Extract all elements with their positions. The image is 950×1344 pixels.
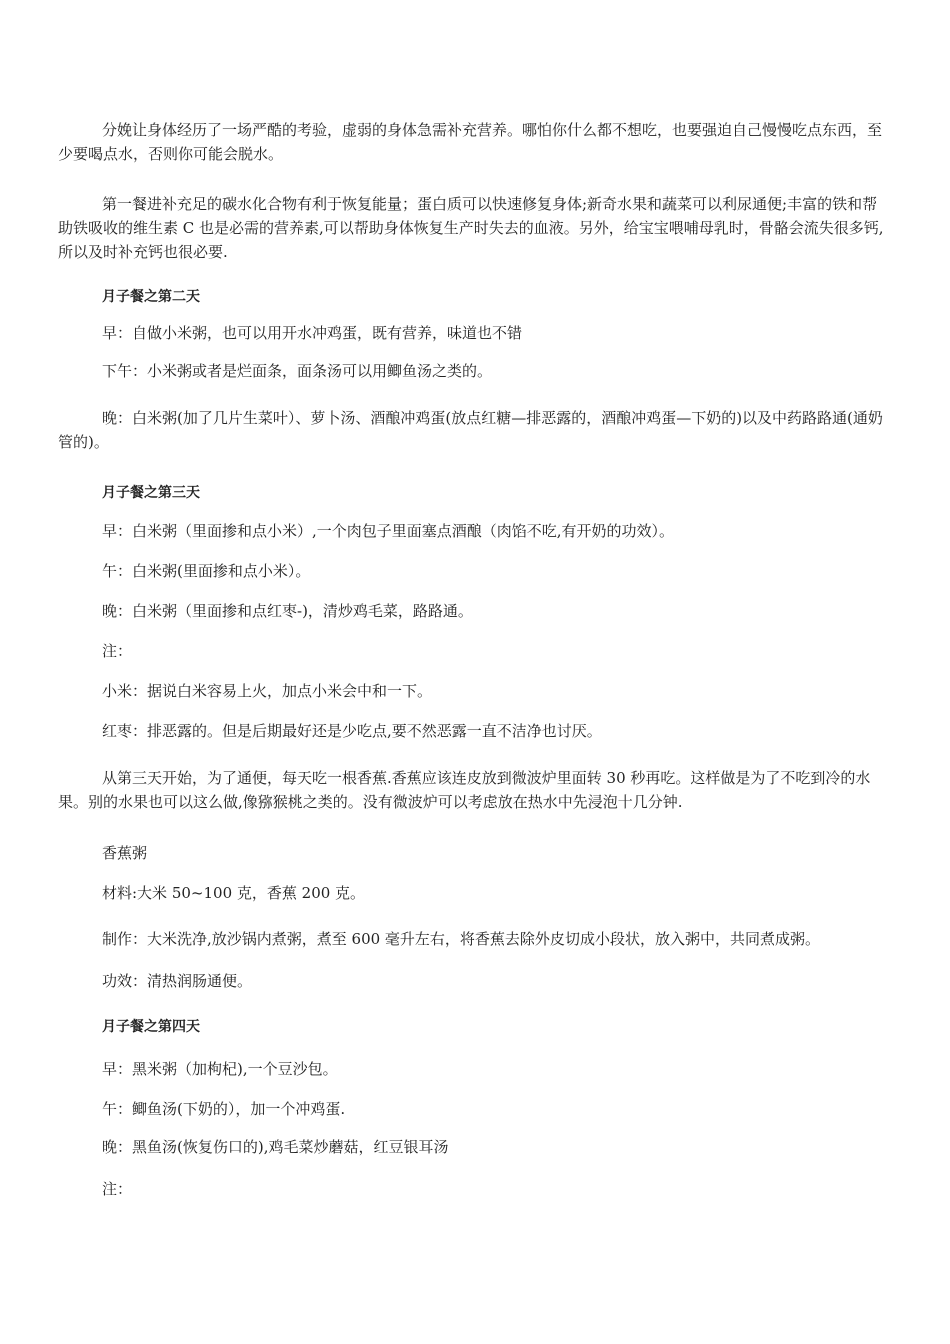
day2-evening: 晚：白米粥(加了几片生菜叶）、萝卜汤、酒酿冲鸡蛋(放点红糖—排恶露的，酒酿冲鸡蛋—下奶的)以及中药路路通(通奶管的)。 <box>58 409 883 451</box>
day2-morning: 早：自做小米粥，也可以用开水冲鸡蛋，既有营养，味道也不错 <box>102 324 523 342</box>
recipe-materials: 材料:大米 50~100 克，香蕉 200 克。 <box>102 884 366 902</box>
day3-note-millet: 小米：据说白米容易上火，加点小米会中和一下。 <box>102 682 433 700</box>
day3-note-dates: 红枣：排恶露的。但是后期最好还是少吃点,要不然恶露一直不洁净也讨厌。 <box>102 722 602 740</box>
recipe-title: 香蕉粥 <box>102 844 148 862</box>
intro-paragraph-2: 第一餐进补充足的碳水化合物有利于恢复能量；蛋白质可以快速修复身体;新奇水果和蔬菜可以利尿通便;丰富的铁和帮助铁吸收的维生素 C 也是必需的营养素,可以帮助身体恢复生产时失去的血液。另外，给宝宝喂哺母乳时，骨骼会流失很多钙,所以及时补充钙也很必要. <box>58 195 884 261</box>
day3-heading: 月子餐之第三天 <box>102 485 200 501</box>
recipe-method: 制作：大米洗净,放沙锅内煮粥，煮至 600 毫升左右，将香蕉去除外皮切成小段状，放入粥中，共同煮成粥。 <box>102 930 820 948</box>
day3-evening: 晚：白米粥（里面掺和点红枣-)，清炒鸡毛菜，路路通。 <box>102 602 473 620</box>
day2-afternoon: 下午：小米粥或者是烂面条，面条汤可以用鲫鱼汤之类的。 <box>102 362 493 380</box>
day4-heading: 月子餐之第四天 <box>102 1019 200 1035</box>
day4-evening: 晚：黑鱼汤(恢复伤口的),鸡毛菜炒蘑菇，红豆银耳汤 <box>102 1138 449 1156</box>
intro-paragraph-1: 分娩让身体经历了一场严酷的考验，虚弱的身体急需补充营养。哪怕你什么都不想吃，也要强迫自己慢慢吃点东西，至少要喝点水，否则你可能会脱水。 <box>58 121 883 163</box>
day3-noon: 午：白米粥(里面掺和点小米）。 <box>102 562 311 580</box>
day4-morning: 早：黑米粥（加枸杞),一个豆沙包。 <box>102 1060 338 1078</box>
day3-note-label: 注： <box>102 642 133 660</box>
day4-noon: 午：鲫鱼汤(下奶的），加一个冲鸡蛋. <box>102 1100 346 1118</box>
day2-heading: 月子餐之第二天 <box>102 289 200 305</box>
day3-morning: 早：白米粥（里面掺和点小米）,一个肉包子里面塞点酒酿（肉馅不吃,有开奶的功效）。 <box>102 522 675 540</box>
day3-banana-tip: 从第三天开始，为了通便，每天吃一根香蕉.香蕉应该连皮放到微波炉里面转 30 秒再吃。这样做是为了不吃到冷的水果。别的水果也可以这么做,像猕猴桃之类的。没有微波炉可以考虑放在热水中先浸泡十几分钟. <box>58 769 871 811</box>
day4-note-label: 注： <box>102 1180 133 1198</box>
recipe-effect: 功效：清热润肠通便。 <box>102 972 253 990</box>
